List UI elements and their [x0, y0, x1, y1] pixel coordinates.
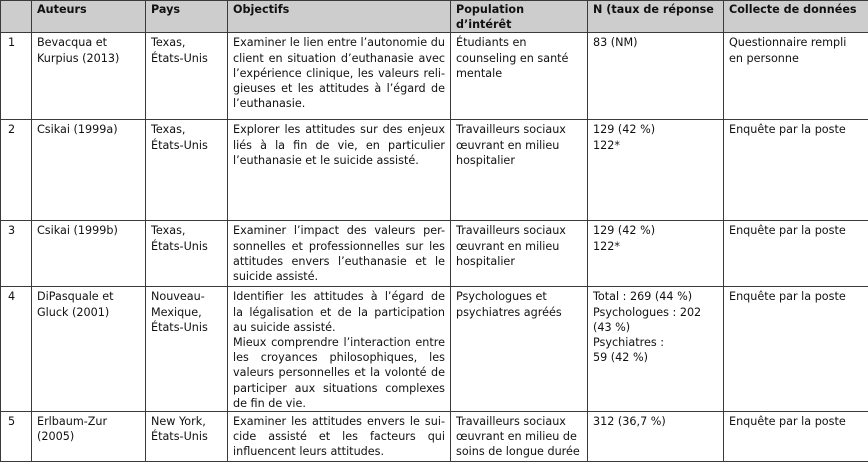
- table-row: [1, 412, 868, 462]
- cell-auteurs: [32, 120, 146, 221]
- cell-line: New York,: [151, 415, 206, 429]
- cell-line: Travailleurs sociaux: [456, 224, 566, 238]
- cell-population: [451, 33, 588, 120]
- cell-collecte: [724, 412, 868, 462]
- header-index: [1, 1, 32, 33]
- cell-line: l’euthanasie et le suicide assisté.: [233, 153, 419, 167]
- cell-line: suicide assisté.: [233, 270, 319, 284]
- header-row: [1, 1, 868, 33]
- cell-line: œuvrant en milieu: [456, 239, 560, 253]
- cell-line: mentale: [456, 66, 503, 80]
- cell-population: [451, 120, 588, 221]
- cell-objectifs: [228, 120, 451, 221]
- cell-collecte: [724, 120, 868, 221]
- cell-population: [451, 287, 588, 412]
- cell-objectifs: [228, 287, 451, 412]
- cell-line: Travailleurs sociaux: [456, 123, 566, 137]
- cell-pays: [146, 412, 228, 462]
- cell-line: participer aux situations complexes: [233, 381, 445, 395]
- table-row: [1, 221, 868, 287]
- cell-line: Bevacqua et: [37, 36, 108, 50]
- cell-line: Texas,: [151, 36, 186, 50]
- cell-line: attitudes envers l’euthanasie et le: [233, 254, 445, 268]
- cell-line: Psychologues : 202: [593, 305, 702, 319]
- cell-objectifs: [228, 33, 451, 120]
- cell-line: 312 (36,7 %): [593, 415, 666, 429]
- cell-line: 83 (NM): [593, 36, 638, 50]
- cell-line: sonnelles et professionnelles sur les: [233, 239, 445, 253]
- cell-auteurs: [32, 287, 146, 412]
- row-number: 4: [1, 287, 32, 412]
- header-n: N (taux de réponse: [588, 1, 724, 33]
- cell-objectifs: [228, 412, 451, 462]
- table-row: [1, 120, 868, 221]
- cell-n: [588, 120, 724, 221]
- cell-line: Examiner le lien entre l’autonomie du: [233, 36, 445, 50]
- cell-line: Psychiatres :: [593, 336, 664, 350]
- cell-line: États-Unis: [151, 239, 208, 253]
- cell-pays: [146, 120, 228, 221]
- cell-line: 129 (42 %): [593, 224, 656, 238]
- cell-n: [588, 33, 724, 120]
- cell-line: Étudiants en: [456, 36, 527, 50]
- cell-line: Enquête par la poste: [729, 123, 846, 137]
- cell-line: Questionnaire rempli: [729, 36, 847, 50]
- cell-line: États-Unis: [151, 51, 208, 65]
- cell-collecte: [724, 221, 868, 287]
- cell-line: counseling en santé: [456, 51, 569, 65]
- table-row: [1, 33, 868, 120]
- cell-line: États-Unis: [151, 138, 208, 152]
- table-row: [1, 287, 868, 412]
- cell-line: client en situation d’euthanasie avec: [233, 51, 445, 65]
- cell-line: Mieux comprendre l’interaction entre: [233, 336, 445, 350]
- cell-line: 122*: [593, 138, 620, 152]
- row-number: 3: [1, 221, 32, 287]
- cell-line: l’euthanasie.: [233, 97, 306, 111]
- header-population: Population d’intérêt: [451, 1, 588, 33]
- cell-line: Travailleurs sociaux: [456, 415, 566, 429]
- cell-collecte: [724, 33, 868, 120]
- cell-collecte: [724, 287, 868, 412]
- cell-line: Csikai (1999a): [37, 123, 118, 137]
- cell-pays: [146, 287, 228, 412]
- cell-population: [451, 221, 588, 287]
- cell-line: DiPasquale et: [37, 290, 114, 304]
- cell-line: la légalisation et de la participation: [233, 305, 445, 319]
- cell-line: hospitalier: [456, 153, 515, 167]
- cell-line: influencent leurs attitudes.: [233, 445, 385, 459]
- cell-line: Total : 269 (44 %): [593, 290, 693, 304]
- cell-line: États-Unis: [151, 430, 208, 444]
- row-number: 5: [1, 412, 32, 462]
- cell-line: Psychologues et: [456, 290, 547, 304]
- cell-line: œuvrant en milieu: [456, 138, 560, 152]
- cell-line: 122*: [593, 239, 620, 253]
- header-collecte: Collecte de données: [724, 1, 868, 33]
- row-number: 1: [1, 33, 32, 120]
- cell-line: Texas,: [151, 224, 186, 238]
- cell-line: États-Unis: [151, 320, 208, 334]
- row-number: 2: [1, 120, 32, 221]
- cell-n: [588, 412, 724, 462]
- cell-line: Erlbaum-Zur: [37, 415, 108, 429]
- cell-objectifs: [228, 221, 451, 287]
- cell-line: les croyances philosophiques, les: [233, 351, 445, 365]
- cell-line: Kurpius (2013): [37, 51, 120, 65]
- cell-line: (43 %): [593, 320, 631, 334]
- cell-line: hospitalier: [456, 254, 515, 268]
- cell-line: Nouveau-: [151, 290, 205, 304]
- cell-line: psychiatres agréés: [456, 305, 562, 319]
- cell-auteurs: [32, 412, 146, 462]
- cell-pays: [146, 221, 228, 287]
- cell-line: de fin de vie.: [233, 396, 306, 410]
- cell-line: Enquête par la poste: [729, 415, 846, 429]
- cell-line: (2005): [37, 430, 75, 444]
- cell-line: Examiner l’impact des valeurs per-: [233, 224, 445, 238]
- cell-line: Explorer les attitudes sur des enjeux: [233, 123, 445, 137]
- cell-n: [588, 287, 724, 412]
- cell-population: [451, 412, 588, 462]
- header-pays: Pays: [146, 1, 228, 33]
- cell-line: Gluck (2001): [37, 305, 110, 319]
- cell-line: soins de longue durée: [456, 445, 580, 459]
- cell-line: l’expérience clinique, les valeurs reli-: [233, 66, 445, 80]
- cell-n: [588, 221, 724, 287]
- cell-line: liés à la fin de vie, en particulier: [233, 138, 445, 152]
- header-auteurs: Auteurs: [32, 1, 146, 33]
- cell-line: valeurs personnelles et la volonté de: [233, 366, 445, 380]
- cell-line: 59 (42 %): [593, 351, 648, 365]
- cell-line: au suicide assisté.: [233, 320, 336, 334]
- cell-line: 129 (42 %): [593, 123, 656, 137]
- cell-auteurs: [32, 33, 146, 120]
- header-objectifs: Objectifs: [228, 1, 451, 33]
- cell-line: Enquête par la poste: [729, 290, 846, 304]
- cell-line: Examiner les attitudes envers le sui-: [233, 415, 445, 429]
- cell-line: Identifier les attitudes à l’égard de: [233, 290, 445, 304]
- cell-line: en personne: [729, 51, 799, 65]
- cell-line: Enquête par la poste: [729, 224, 846, 238]
- cell-line: Texas,: [151, 123, 186, 137]
- cell-line: œuvrant en milieu de: [456, 430, 577, 444]
- cell-auteurs: [32, 221, 146, 287]
- cell-line: Csikai (1999b): [37, 224, 118, 238]
- cell-line: Mexique,: [151, 305, 202, 319]
- cell-pays: [146, 33, 228, 120]
- cell-line: cide assisté et les facteurs qui: [233, 430, 445, 444]
- cell-line: gieuses et les attitudes à l’égard de: [233, 82, 445, 96]
